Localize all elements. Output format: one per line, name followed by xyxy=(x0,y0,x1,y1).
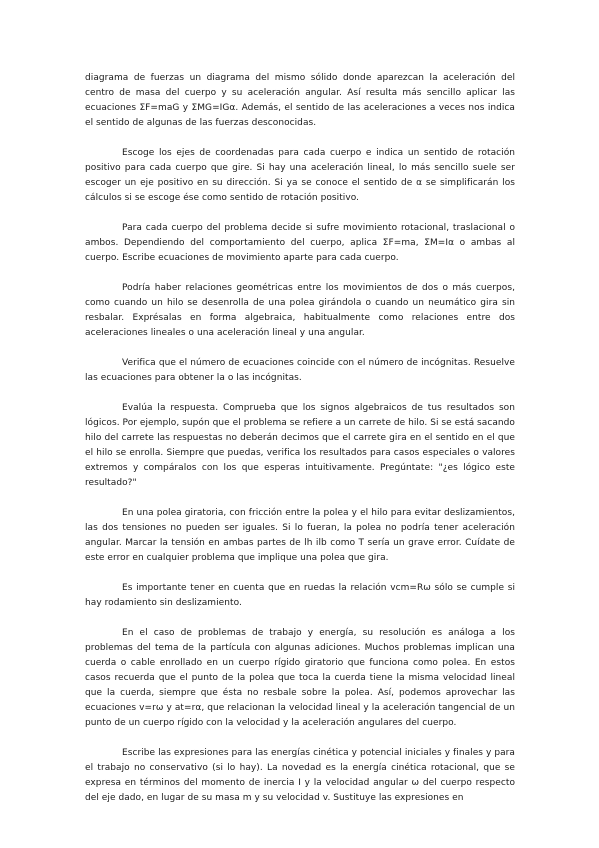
paragraph-ejes-coordenadas: Escoge los ejes de coordenadas para cada cuerpo e indica un sentido de rotación positivo para cada cuerpo que gire. Si hay una aceleración lineal, lo más sencillo suele ser escoger un eje positivo en su dirección. Si ya se conoce el sentido de α se simplificarán los cálculos si se escoge ése como sentido de rotación positivo. xyxy=(85,148,515,203)
paragraph-polea-giratoria: En una polea giratoria, con fricción entre la polea y el hilo para evitar deslizamientos, las dos tensiones no pueden ser iguales. Si lo fueran, la polea no podría tener aceleración angular. Marcar la tensión en ambas partes de lh ilb como T sería un grave error. Cuídate de este error en cualquier problema que implique una polea que gira. xyxy=(85,508,515,563)
paragraph-verificar-ecuaciones: Verifica que el número de ecuaciones coincide con el número de incógnitas. Resuelve las ecuaciones para obtener la o las incógnitas. xyxy=(85,358,515,383)
paragraph-diagrama-fuerzas: diagrama de fuerzas un diagrama del mismo sólido donde aparezcan la aceleración del centro de masa del cuerpo y su aceleración angular. Así resulta más sencillo aplicar las ecuaciones ΣF=maG y ΣMG=IGα. Además, el sentido de las aceleraciones a veces nos indica el sentido de algunas de las fuerzas desconocidas. xyxy=(85,73,515,128)
paragraph-trabajo-energia: En el caso de problemas de trabajo y energía, su resolución es análoga a los problemas del tema de la partícula con algunas adiciones. Muchos problemas implican una cuerda o cable enrollado en un cuerpo rígido giratorio que funciona como polea. En estos casos recuerda que el punto de la polea que toca la cuerda tiene la misma velocidad lineal que la cuerda, siempre que ésta no resbale sobre la polea. Así, podemos aprovechar las ecuaciones v=rω y at=rα, que relacionan la velocidad lineal y la aceleración tangencial de un punto de un cuerpo rígido con la velocidad y la aceleración angulares del cuerpo. xyxy=(85,628,515,728)
paragraph-expresiones-energia: Escribe las expresiones para las energías cinética y potencial iniciales y finales y para el trabajo no conservativo (si lo hay). La novedad es la energía cinética rotacional, que se expresa en términos del momento de inercia I y la velocidad angular ω del cuerpo respecto del eje dado, en lugar de su masa m y su velocidad v. Sustituye las expresiones en xyxy=(85,748,515,803)
paragraph-rodamiento: Es importante tener en cuenta que en ruedas la relación vcm=Rω sólo se cumple si hay rodamiento sin deslizamiento. xyxy=(85,583,515,608)
paragraph-relaciones-geometricas: Podría haber relaciones geométricas entre los movimientos de dos o más cuerpos, como cuando un hilo se desenrolla de una polea girándola o cuando un neumático gira sin resbalar. Exprésalas en forma algebraica, habitualmente como relaciones entre dos aceleraciones lineales o una aceleración lineal y una angular. xyxy=(85,283,515,338)
paragraph-tipo-movimiento: Para cada cuerpo del problema decide si sufre movimiento rotacional, traslacional o ambos. Dependiendo del comportamiento del cuerpo, aplica ΣF=ma, ΣM=Iα o ambas al cuerpo. Escribe ecuaciones de movimiento aparte para cada cuerpo. xyxy=(85,223,515,263)
paragraph-evaluar-respuesta: Evalúa la respuesta. Comprueba que los signos algebraicos de tus resultados son lógicos. Por ejemplo, supón que el problema se refiere a un carrete de hilo. Si se está sacando hilo del carrete las respuestas no deberán decimos que el carrete gira en el sentido en el que el hilo se enrolla. Siempre que puedas, verifica los resultados para casos especiales o valores extremos y compáralos con los que esperas intuitivamente. Pregúntate: "¿es lógico este resultado?" xyxy=(85,403,515,488)
body-text xyxy=(85,71,515,821)
